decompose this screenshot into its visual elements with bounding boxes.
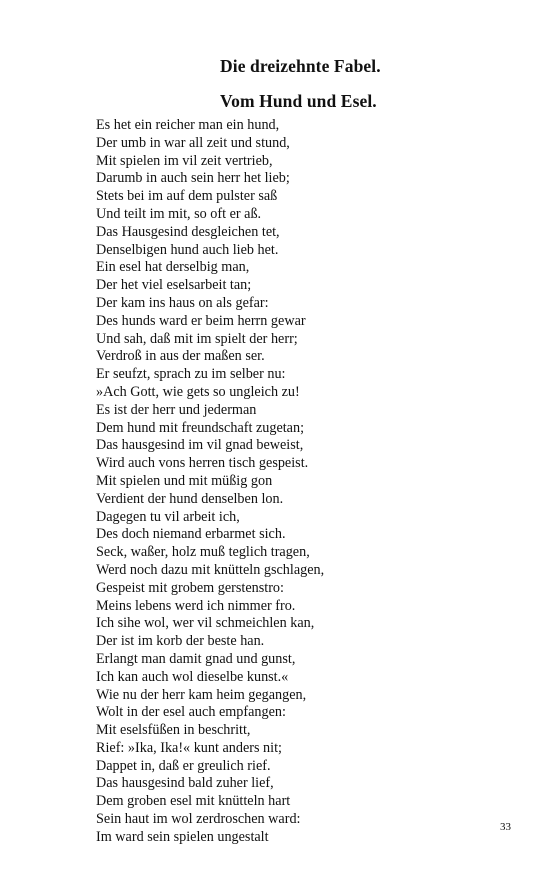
poem-line: Der ist im korb der beste han.: [96, 633, 265, 650]
poem-line: Es het ein reicher man ein hund,: [96, 117, 280, 133]
poem-line: Der umb in war all zeit und stund,: [96, 134, 290, 151]
poem-line: Dagegen tu vil arbeit ich,: [96, 508, 240, 525]
poem-line: Denselbigen hund auch lieb het.: [96, 241, 279, 258]
poem-line: Ich kan auch wol dieselbe kunst.«: [96, 668, 289, 685]
poem-line: Verdroß in aus der maßen ser.: [96, 348, 265, 365]
poem-line: Das hausgesind bald zuher lief,: [96, 775, 274, 792]
poem-line: Darumb in auch sein herr het lieb;: [96, 170, 290, 187]
fable-title-heading: Vom Hund und Esel.: [220, 91, 377, 111]
poem-line: Und sah, daß mit im spielt der herr;: [96, 330, 298, 347]
poem-line: Mit spielen und mit müßig gon: [96, 472, 273, 489]
poem-line: Der kam ins haus on als gefar:: [96, 294, 269, 311]
poem-line: Dem hund mit freundschaft zugetan;: [96, 419, 305, 436]
poem-line: Er seufzt, sprach zu im selber nu:: [96, 366, 286, 383]
poem-line: Der het viel eselsarbeit tan;: [96, 277, 252, 294]
poem-line: Dem groben esel mit knütteln hart: [96, 793, 291, 810]
poem-line: Stets bei im auf dem pulster saß: [96, 188, 278, 205]
poem-line: Werd noch dazu mit knütteln gschlagen,: [96, 561, 325, 578]
poem-line: Erlangt man damit gnad und gunst,: [96, 650, 296, 667]
poem-line: Sein haut im wol zerdroschen ward:: [96, 811, 301, 828]
poem-line: Ein esel hat derselbig man,: [96, 259, 250, 276]
poem-line: Meins lebens werd ich nimmer fro.: [96, 597, 296, 614]
poem-line: Und teilt im mit, so oft er aß.: [96, 205, 262, 222]
poem-line: Das Hausgesind desgleichen tet,: [96, 223, 280, 240]
poem-line: Es ist der herr und jederman: [96, 401, 257, 418]
poem-line: Des hunds ward er beim herrn gewar: [96, 312, 306, 329]
poem-line: »Ach Gott, wie gets so ungleich zu!: [96, 383, 300, 400]
poem-line: Des doch niemand erbarmet sich.: [96, 526, 286, 543]
poem-line: Seck, waßer, holz muß teglich tragen,: [96, 544, 310, 561]
poem-line: Das hausgesind im vil gnad beweist,: [96, 437, 304, 454]
poem-line: Verdient der hund denselben lon.: [96, 490, 284, 507]
poem-line: Mit eselsfüßen in beschritt,: [96, 722, 251, 739]
poem-line: Wie nu der herr kam heim gegangen,: [96, 686, 307, 703]
page-number: 33: [500, 821, 511, 833]
poem-line: Gespeist mit grobem gerstenstro:: [96, 579, 284, 596]
poem-line: Wird auch vons herren tisch gespeist.: [96, 455, 309, 472]
poem-line: Mit spielen im vil zeit vertrieb,: [96, 152, 273, 169]
poem-text: [96, 117, 324, 847]
fable-number-heading: Die dreizehnte Fabel.: [220, 56, 381, 76]
poem-line: Rief: »Ika, Ika!« kunt anders nit;: [96, 739, 282, 756]
poem-line: Ich sihe wol, wer vil schmeichlen kan,: [96, 615, 315, 632]
poem-line: Im ward sein spielen ungestalt: [96, 828, 269, 845]
poem-line: Dappet in, daß er greulich rief.: [96, 757, 271, 774]
poem-line: Wolt in der esel auch empfangen:: [96, 704, 286, 721]
